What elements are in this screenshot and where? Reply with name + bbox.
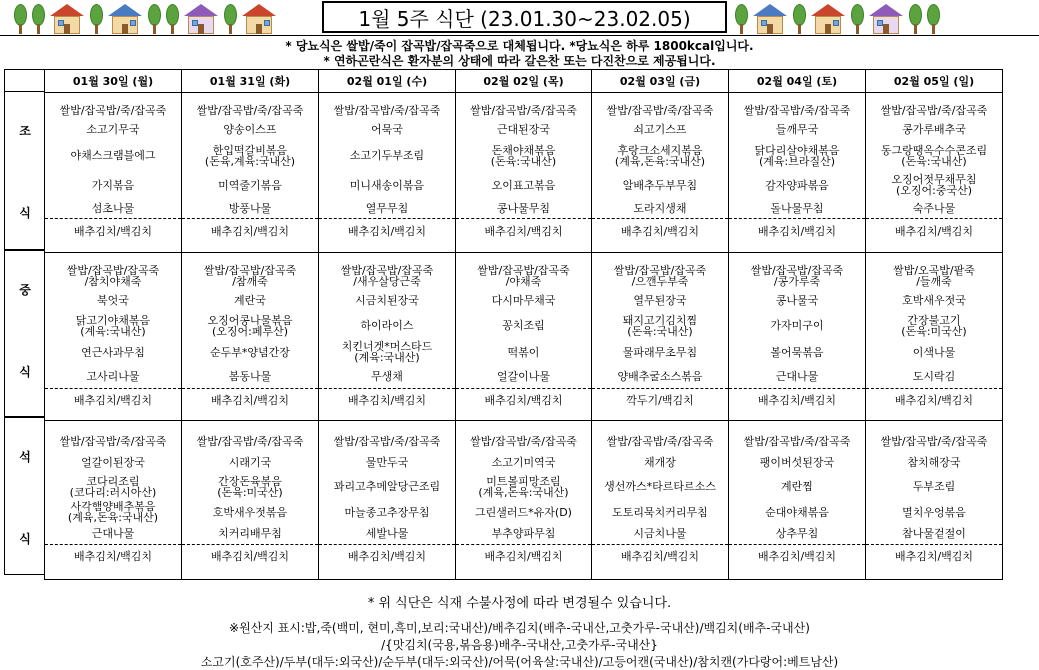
menu-cell: [729, 93, 866, 253]
dish-item: 꽈리고추메알당근조림: [333, 480, 441, 493]
menu-table: [44, 69, 1003, 580]
tree-icon: [32, 4, 45, 34]
day-header: 02월 05일 (일): [866, 70, 1003, 93]
dish-item: 간장불고기 (돈육:미국산): [901, 313, 967, 338]
tree-icon: [793, 4, 806, 34]
dish-item: 닭고기야채볶음 (계육:국내산): [75, 313, 151, 338]
kimchi-item: 배추김치/백김치: [45, 544, 181, 569]
origin-line-2: /{맛김치(국용,볶음용)배추-국내산,고춧가루-국내산}: [381, 638, 658, 652]
kimchi-item: 배추김치/백김치: [729, 388, 865, 411]
dish-item: 미트볼피망조림 (계육,돈육:국내산): [478, 474, 569, 499]
menu-cell: [866, 93, 1003, 253]
day-header: 01월 31일 (화): [182, 70, 319, 93]
dish-item: 근대나물: [775, 370, 819, 383]
house-icon: [811, 4, 845, 34]
dish-item: 치커리배무침: [218, 527, 282, 540]
kimchi-item: 배추김치/백김치: [729, 544, 865, 569]
meal-label-top: 중: [19, 283, 31, 297]
meal-label: [4, 250, 44, 417]
tree-icon: [90, 4, 103, 34]
meal-label-bottom: 식: [19, 365, 31, 379]
kimchi-item: 배추김치/백김치: [729, 218, 865, 244]
dish-item: 세발나물: [365, 527, 409, 540]
change-notice: * 위 식단은 식재 수불사정에 따라 변경될수 있습니다.: [367, 596, 672, 611]
kimchi-item: 배추김치/백김치: [319, 388, 455, 411]
dish-item: 멸치우엉볶음: [902, 505, 966, 519]
menu-cell: [456, 93, 592, 253]
dish-item: 봄동나물: [228, 370, 272, 383]
dish-item: 계란국: [234, 294, 266, 307]
dish-item: 가자미구이: [770, 319, 824, 332]
dish-item: 양배추굴소스볶음: [617, 370, 703, 383]
house-icon: [184, 4, 218, 34]
menu-cell: [182, 93, 319, 253]
dish-item: 돼지고기김치찜 (돈육:국내산): [622, 313, 698, 338]
house-icon: [108, 4, 142, 34]
meal-label: [4, 91, 44, 250]
dish-item: 북엇국: [97, 294, 129, 307]
menu-cell: [45, 253, 182, 421]
dish-item: 참나물겉절이: [902, 527, 966, 540]
menu-cell: [182, 253, 319, 421]
dish-item: 이색나물: [912, 345, 956, 359]
rice-porridge-item: 쌀밥/잡곡밥/죽/잡곡죽: [59, 104, 167, 117]
rice-porridge-item: 쌀밥/잡곡밥/죽/잡곡죽: [606, 435, 714, 448]
dish-item: 오징어콩나물볶음 (오징어:페루산): [207, 313, 293, 338]
banner: [0, 0, 1039, 36]
menu-cell: [592, 93, 729, 253]
rice-porridge-item: 쌀밥/잡곡밥/죽/잡곡죽: [333, 435, 441, 448]
meal-row: [45, 253, 1003, 421]
kimchi-item: 배추김치/백김치: [319, 544, 455, 569]
dish-item: 시래기국: [228, 455, 272, 469]
dish-item: 계란찜: [781, 480, 813, 493]
kimchi-item: 배추김치/백김치: [45, 218, 181, 244]
dish-item: 콩나물무침: [496, 201, 551, 215]
meal-label-bottom: 식: [19, 532, 31, 546]
dish-item: 하이라이스: [360, 319, 414, 332]
menu-cell: [319, 421, 456, 580]
decoration-left: [14, 2, 314, 34]
dish-item: 꽁치조림: [502, 319, 545, 332]
tree-icon: [851, 4, 864, 34]
rice-porridge-item: 쌀밥/잡곡밥/죽/잡곡죽: [470, 435, 577, 448]
kimchi-item: 배추김치/백김치: [866, 388, 1002, 411]
dish-item: 도라지생채: [633, 201, 687, 215]
menu-cell: [866, 253, 1003, 421]
day-header: 01월 30일 (월): [45, 70, 182, 93]
dish-item: 한입떡갈비볶음 (돈육,계육:국내산): [204, 143, 296, 168]
dish-item: 순대야채볶음: [765, 505, 829, 519]
notice-diabetic: * 당뇨식은 쌀밥/죽이 잡곡밥/잡곡죽으로 대체됩니다. *당뇨식은 하루 1800kcal입니다.: [285, 39, 754, 53]
dish-item: 소고기무국: [86, 123, 140, 136]
dish-item: 치킨너겟*머스타드 (계육:국내산): [341, 340, 433, 364]
day-header: 02월 03일 (금): [592, 70, 729, 93]
day-header: 02월 04일 (토): [729, 70, 866, 93]
menu-cell: [456, 421, 592, 580]
dish-item: 떡볶이: [507, 345, 540, 359]
dish-item: 콩가루배추국: [902, 123, 966, 136]
kimchi-item: 배추김치/백김치: [456, 544, 591, 569]
menu-cell: [866, 421, 1003, 580]
day-header: 02월 02일 (목): [456, 70, 592, 93]
menu-cell: [182, 421, 319, 580]
dish-item: 오이표고볶음: [491, 178, 556, 192]
dish-item: 간장돈육볶음 (돈육:미국산): [217, 474, 283, 499]
page-title: 1월 5주 식단 (23.01.30~23.02.05): [322, 1, 727, 33]
kimchi-item: 배추김치/백김치: [866, 544, 1002, 569]
dish-item: 야채스크램블에그: [70, 149, 156, 162]
dish-item: 물파래무초무침: [622, 345, 698, 359]
dish-item: 참치해장국: [907, 455, 961, 469]
dish-item: 숙주나물: [912, 201, 956, 215]
origin-line-3: 소고기(호주산)/두부(대두:외국산)/순두부(대두:외국산)/어묵(어육살:국내산)/고등어캔(국내산)/참치캔(가다랑어:베트남산): [200, 655, 839, 669]
rice-porridge-item: 쌀밥/잡곡밥/잡곡죽 /콩가루죽: [750, 263, 844, 288]
dish-item: 도시락김: [912, 370, 956, 383]
notice-dysphagia: * 연하곤란식은 환자분의 상태에 따라 갈은찬 또는 다진찬으로 제공됩니다.: [323, 54, 716, 68]
dish-item: 호박새우젓볶음: [212, 505, 288, 519]
meal-label-top: 조: [19, 124, 31, 138]
rice-porridge-item: 쌀밥/잡곡밥/잡곡죽 /새우살당근죽: [340, 263, 434, 288]
dish-item: 얼갈이나물: [496, 370, 551, 383]
rice-porridge-item: 쌀밥/잡곡밥/죽/잡곡죽: [470, 104, 577, 117]
dish-item: 닭다리살야채볶음 (계육:브라질산): [754, 143, 840, 168]
dish-item: 어묵국: [371, 123, 403, 136]
dish-item: 열무된장국: [633, 294, 687, 307]
dish-item: 연근사과무침: [81, 345, 145, 359]
kimchi-item: 깍두기/백김치: [592, 388, 728, 411]
rice-porridge-item: 쌀밥/잡곡밥/죽/잡곡죽: [333, 104, 441, 117]
dish-item: 돌나물무침: [770, 201, 824, 215]
menu-cell: [319, 253, 456, 421]
dish-item: 코다리조림 (코다리:러시아산): [69, 474, 157, 499]
dish-item: 시금치나물: [633, 527, 687, 540]
dish-item: 근대나물: [91, 527, 135, 540]
meal-row: [45, 93, 1003, 253]
rice-porridge-item: 쌀밥/잡곡밥/잡곡죽 /참깨죽: [203, 263, 297, 288]
dish-item: 쇠고기스프: [633, 123, 687, 136]
dish-item: 들깨무국: [775, 123, 819, 136]
menu-cell: [45, 421, 182, 580]
dish-item: 섬초나물: [91, 201, 135, 215]
kimchi-item: 배추김치/백김치: [45, 388, 181, 411]
origin-line-1: ※원산지 표시:밥,죽(백미, 현미,흑미,보리:국내산)/배추김치(배추-국내산,고춧가루-국내산)/백김치(배추-국내산): [229, 621, 810, 635]
dish-item: 다시마무채국: [491, 294, 556, 307]
dish-item: 상추무침: [775, 527, 819, 540]
rice-porridge-item: 쌀밥/잡곡밥/잡곡죽 /야채죽: [477, 263, 570, 288]
dish-item: 마늘종고추장무침: [344, 505, 430, 519]
kimchi-item: 배추김치/백김치: [182, 388, 318, 411]
dish-item: 볼어묵볶음: [770, 345, 824, 359]
dish-item: 고사리나물: [86, 370, 140, 383]
dish-item: 무생채: [371, 370, 403, 383]
kimchi-item: 배추김치/백김치: [456, 388, 591, 411]
rice-porridge-item: 쌀밥/잡곡밥/죽/잡곡죽: [743, 435, 851, 448]
dish-item: 미역줄기볶음: [218, 178, 282, 192]
dish-item: 콩나물국: [775, 294, 819, 307]
dish-item: 동그랑땡옥수수콘조림 (돈육:국내산): [880, 143, 988, 168]
dish-item: 열무무침: [365, 201, 409, 215]
dish-item: 가지볶음: [91, 178, 135, 192]
dish-item: 그린샐러드*유자(D): [475, 505, 572, 519]
dish-item: 미니새송이볶음: [349, 178, 425, 192]
menu-cell: [729, 421, 866, 580]
dish-item: 호박새우젓국: [902, 294, 966, 307]
kimchi-item: 배추김치/백김치: [456, 218, 591, 244]
menu-cell: [729, 253, 866, 421]
menu-cell: [592, 253, 729, 421]
dish-item: 근대된장국: [496, 123, 551, 136]
decoration-right: [735, 2, 1035, 34]
kimchi-item: 배추김치/백김치: [319, 218, 455, 244]
menu-cell: [592, 421, 729, 580]
dish-item: 후랑크소세지볶음 (계육,돈육:국내산): [614, 143, 706, 168]
rice-porridge-item: 쌀밥/오곡밥/팥죽 /들깨죽: [893, 263, 975, 288]
house-icon: [869, 4, 903, 34]
dish-item: 도토리묵치커리무침: [612, 505, 708, 519]
day-header-row: [45, 70, 1003, 93]
dish-item: 사각햄양배추볶음 (계육,돈육:국내산): [67, 500, 159, 524]
kimchi-item: 배추김치/백김치: [592, 544, 728, 569]
rice-porridge-item: 쌀밥/잡곡밥/죽/잡곡죽: [880, 104, 988, 117]
dish-item: 두부조림: [912, 480, 956, 493]
rice-porridge-item: 쌀밥/잡곡밥/잡곡죽 /으깬두부죽: [613, 263, 707, 288]
tree-icon: [14, 4, 27, 34]
tree-icon: [166, 4, 179, 34]
divider: [0, 35, 1039, 36]
house-icon: [242, 4, 276, 34]
rice-porridge-item: 쌀밥/잡곡밥/죽/잡곡죽: [880, 435, 988, 448]
rice-porridge-item: 쌀밥/잡곡밥/죽/잡곡죽: [606, 104, 714, 117]
day-header: 02월 01일 (수): [319, 70, 456, 93]
tree-icon: [927, 4, 940, 34]
tree-icon: [148, 4, 161, 34]
menu-cell: [319, 93, 456, 253]
house-icon: [753, 4, 787, 34]
kimchi-item: 배추김치/백김치: [182, 544, 318, 569]
dish-item: 순두부*양념간장: [210, 345, 290, 359]
menu-cell: [456, 253, 592, 421]
rice-porridge-item: 쌀밥/잡곡밥/죽/잡곡죽: [59, 435, 167, 448]
dish-item: 물만두국: [365, 455, 409, 469]
meal-label-top: 석: [19, 450, 31, 464]
dish-item: 방풍나물: [228, 201, 272, 215]
dish-item: 알배추두부무침: [622, 178, 698, 192]
rice-porridge-item: 쌀밥/잡곡밥/잡곡죽 /참치야채죽: [66, 263, 160, 288]
dish-item: 부추양파무침: [491, 527, 556, 540]
meal-row: [45, 421, 1003, 580]
house-icon: [50, 4, 84, 34]
meal-label: [4, 417, 44, 575]
rice-porridge-item: 쌀밥/잡곡밥/죽/잡곡죽: [196, 435, 304, 448]
rice-porridge-item: 쌀밥/잡곡밥/죽/잡곡죽: [196, 104, 304, 117]
dish-item: 생선까스*타르타르소스: [604, 480, 716, 493]
kimchi-item: 배추김치/백김치: [592, 218, 728, 244]
tree-icon: [735, 4, 748, 34]
dish-item: 감자양파볶음: [765, 178, 829, 192]
corner-cell: [4, 69, 44, 92]
dish-item: 소고기두부조림: [349, 149, 425, 162]
dish-item: 돈채야채볶음 (돈육:국내산): [490, 143, 557, 168]
dish-item: 얼갈이된장국: [81, 455, 145, 469]
tree-icon: [909, 4, 922, 34]
meal-label-bottom: 식: [19, 206, 31, 220]
dish-item: 양송이스프: [223, 123, 277, 136]
kimchi-item: 배추김치/백김치: [182, 218, 318, 244]
kimchi-item: 배추김치/백김치: [866, 218, 1002, 244]
rice-porridge-item: 쌀밥/잡곡밥/죽/잡곡죽: [743, 104, 851, 117]
tree-icon: [224, 4, 237, 34]
dish-item: 시금치된장국: [355, 294, 419, 307]
dish-item: 소고기미역국: [491, 455, 556, 469]
dish-item: 오징어젓무채무침 (오징어:중국산): [891, 173, 977, 197]
dish-item: 팽이버섯된장국: [759, 455, 835, 469]
menu-cell: [45, 93, 182, 253]
dish-item: 채개장: [644, 455, 676, 469]
